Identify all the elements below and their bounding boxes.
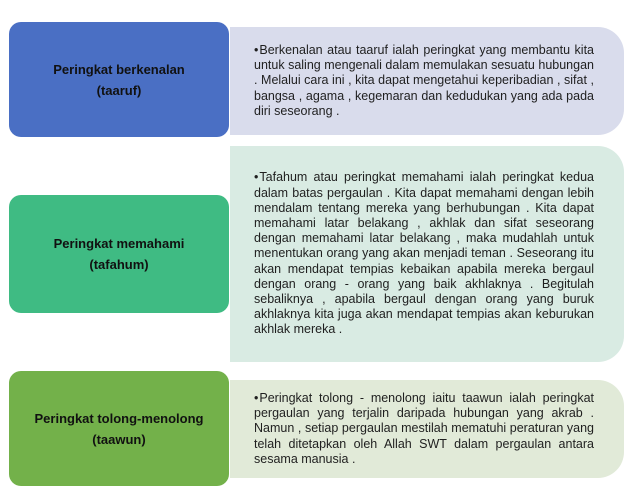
description-body: Berkenalan atau taaruf ialah peringkat yang membantu kita untuk saling mengenali dalam memulakan sesuatu hubungan . Melalui cara ini , kita dapat mengetahui keperibadian , sifat , bangsa , agama , kegemaran dan kedudukan yang ada pada diri seseorang .: [254, 42, 594, 118]
bullet-icon: •: [254, 170, 259, 185]
label-subtitle: (taaruf): [96, 82, 142, 98]
description-text: [254, 391, 594, 467]
description-body: Tafahum atau peringkat memahami ialah peringkat kedua dalam batas pergaulan . Kita dapat memahami dengan lebih mendalam tentang mereka yang berhubungan . Kita dapat memahami latar belakang , akhlak dan sifat seseorang dengan memahami latar belakang , maka mudahlah untuk menentukan orang yang akan menjadi teman . Seseorang itu akan mendapat tempias kebaikan apabila mereka bergaul dengan orang - orang yang baik akhlaknya . Begitulah sebaliknya , apabila bergaul dengan orang yang buruk akhlaknya kita juga akan mendapat tempias akan keburukan akhlak mereka .: [254, 170, 594, 337]
description-text: [254, 170, 594, 337]
label-title: Peringkat memahami: [53, 236, 185, 251]
label-subtitle: (taawun): [92, 431, 146, 447]
description-box-taaruf: [230, 27, 624, 135]
label-box-taaruf: [9, 22, 229, 137]
description-box-taawun: [230, 380, 624, 478]
description-text: [254, 43, 594, 119]
label-box-tafahum: [9, 195, 229, 313]
bullet-icon: •: [254, 390, 259, 405]
label-box-taawun: [9, 371, 229, 486]
description-box-tafahum: [230, 146, 624, 362]
label-title: Peringkat tolong-menolong: [34, 410, 204, 426]
label-subtitle: (tafahum): [89, 257, 149, 272]
bullet-icon: •: [254, 42, 259, 57]
description-body: Peringkat tolong - menolong iaitu taawun ialah peringkat pergaulan yang terjalin daripada hubungan yang akrab . Namun , setiap pergaulan mestilah mematuhi peraturan yang telah ditetapkan oleh Allah SWT dalam pergaulan antara sesama manusia .: [254, 390, 594, 466]
label-title: Peringkat berkenalan: [53, 61, 185, 77]
